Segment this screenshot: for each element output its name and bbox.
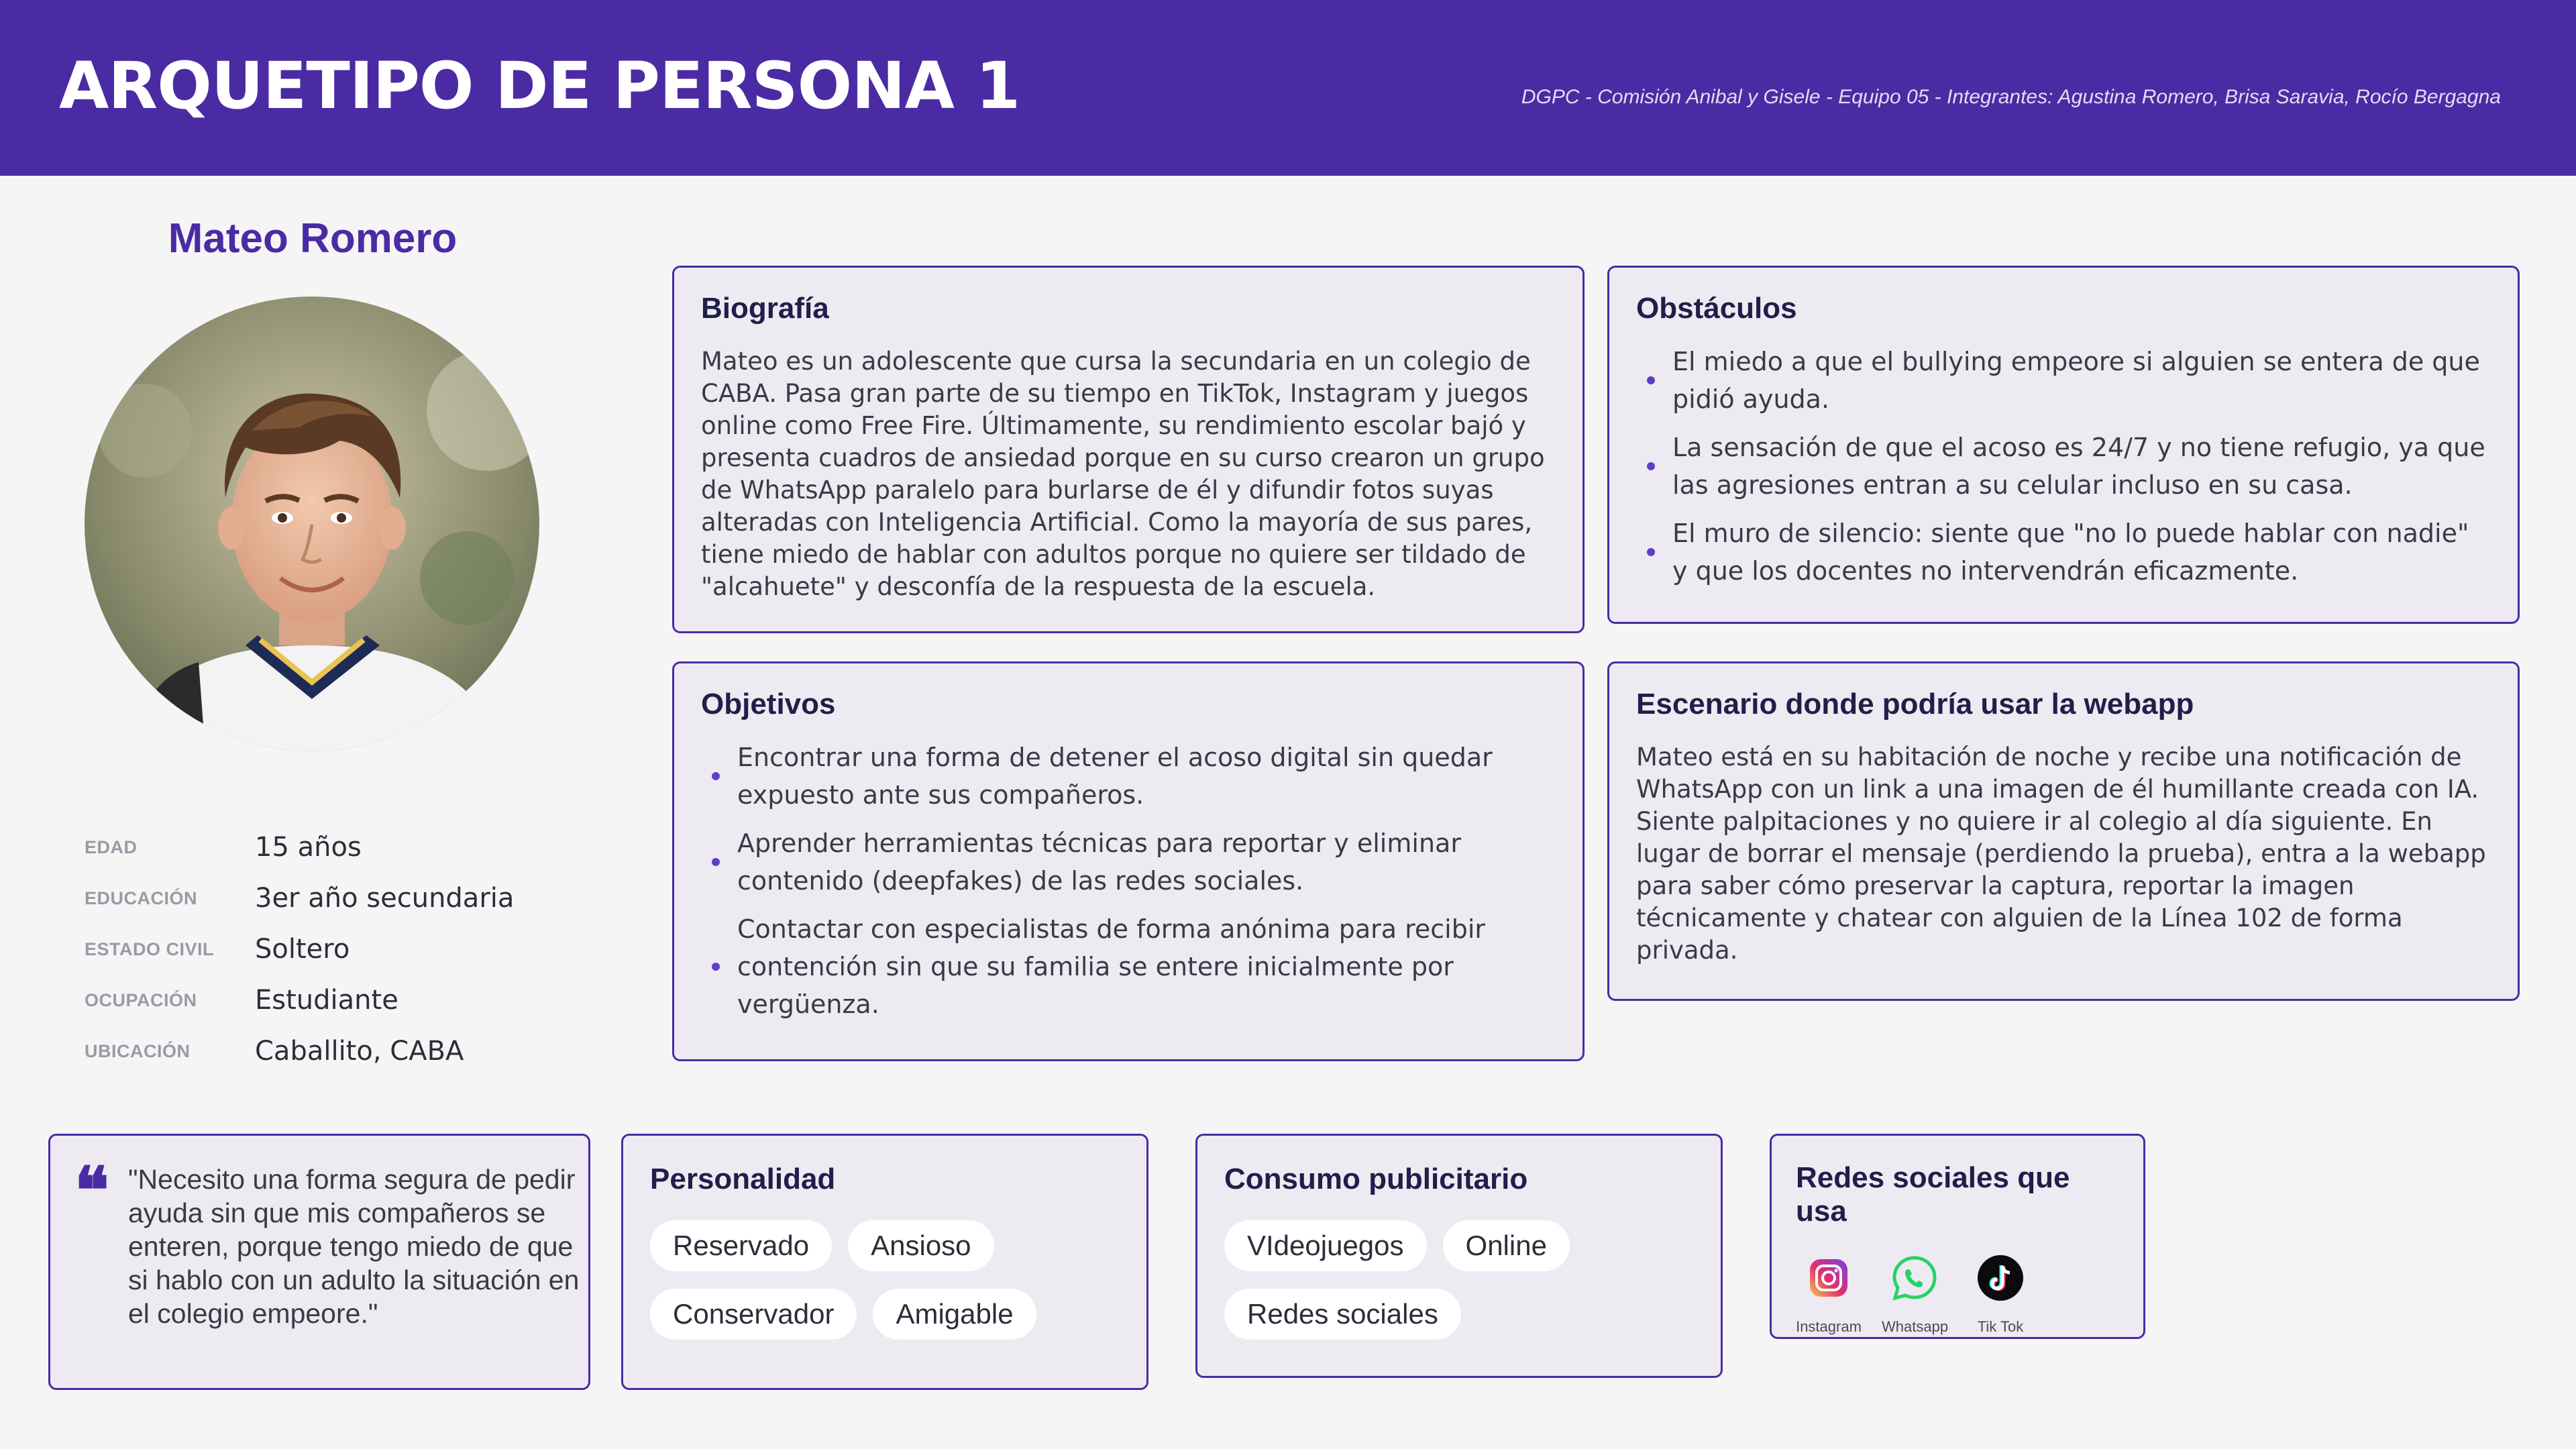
social-label: Tik Tok [1977,1318,2024,1335]
personalidad-card [621,1134,1148,1390]
tiktok-icon [1975,1252,2026,1303]
avatar [85,297,539,751]
bullet-dot [712,772,720,780]
bullet-dot [712,858,720,866]
social-tiktok [1968,1252,2033,1336]
chip-redes-sociales: Redes sociales [1224,1289,1461,1340]
list-item-text: Contactar con especialistas de forma anónima para recibir contención sin que su familia se entere inicialmente por vergüenza. [737,914,1486,1019]
objetivos-list [701,739,1556,1023]
info-value: Caballito, CABA [255,1036,464,1067]
persona-info-table [85,822,621,1077]
consumo-title: Consumo publicitario [1224,1163,1528,1195]
social-list [1796,1252,2119,1336]
redes-title: Redes sociales que usa [1796,1161,2070,1228]
obstaculos-card [1607,266,2520,624]
persona-name: Mateo Romero [168,215,458,262]
bullet-dot [1647,376,1655,384]
info-row-ubicacion [85,1026,621,1077]
quote-text: "Necesito una forma segura de pedir ayuda sin que mis compañeros se enteren, porque tengo miedo de que si hablo con un adulto la situación en el colegio empeore." [128,1164,580,1329]
list-item [1636,343,2491,418]
personalidad-title: Personalidad [650,1163,836,1195]
info-row-edad [85,822,621,873]
consumo-chips [1224,1220,1600,1340]
instagram-icon [1803,1252,1854,1303]
list-item-text: El miedo a que el bullying empeore si alguien se entera de que pidió ayuda. [1672,347,2480,414]
consumo-card [1195,1134,1723,1378]
list-item-text: Aprender herramientas técnicas para reportar y eliminar contenido (deepfakes) de las redes sociales. [737,828,1461,896]
escenario-title: Escenario donde podría usar la webapp [1636,688,2194,720]
chip-ansioso: Ansioso [848,1220,994,1271]
escenario-card [1607,661,2520,1001]
info-row-estado-civil [85,924,621,975]
info-label: UBICACIÓN [85,1040,191,1061]
info-label: EDAD [85,837,138,857]
chip-videojuegos: VIdeojuegos [1224,1220,1427,1271]
objetivos-card [672,661,1585,1061]
biografia-text: Mateo es un adolescente que cursa la secundaria en un colegio de CABA. Pasa gran parte de su tiempo en TikTok, Instagram y juegos online como Free Fire. Últimamente, su rendimiento escolar bajó y presenta cuadros de ansiedad porque en su curso crearon un grupo de WhatsApp paralelo para burlarse de él y difundir fotos suyas alteradas con Inteligencia Artificial. Como la mayoría de sus pares, tiene miedo de hablar con adultos porque no quiere ser tildado de "alcahuete" y desconfía de la respuesta de la escuela. [701,347,1545,601]
obstaculos-title: Obstáculos [1636,292,1797,325]
chip-amigable: Amigable [873,1289,1036,1340]
list-item [701,910,1556,1023]
list-item [701,739,1556,814]
chip-conservador: Conservador [650,1289,857,1340]
social-instagram [1796,1252,1862,1336]
page-title: ARQUETIPO DE PERSONA 1 [59,48,1020,123]
obstaculos-list [1636,343,2491,590]
social-label: Whatsapp [1882,1318,1949,1335]
quote-icon: ❝ [74,1152,109,1228]
personalidad-chips [650,1220,1066,1340]
avatar-illustration [85,297,539,751]
info-value: Soltero [255,934,350,965]
social-label: Instagram [1796,1318,1862,1335]
redes-card [1770,1134,2145,1339]
info-label: OCUPACIÓN [85,989,197,1010]
biografia-card [672,266,1585,633]
list-item [1636,515,2491,590]
quote-card [48,1134,590,1390]
biografia-title: Biografía [701,292,829,325]
info-value: 3er año secundaria [255,883,515,914]
objetivos-title: Objetivos [701,688,836,720]
bullet-dot [1647,462,1655,470]
header-credits: DGPC - Comisión Anibal y Gisele - Equipo 05 - Integrantes: Agustina Romero, Brisa Saravia, Rocío Bergagna [1521,86,2501,108]
social-whatsapp [1882,1252,1947,1336]
escenario-text: Mateo está en su habitación de noche y recibe una notificación de WhatsApp con un link a una imagen de él humillante creada con IA. Siente palpitaciones y no quiere ir al colegio al día siguiente. En lugar de borrar el mensaje (perdiendo la prueba), entra a la webapp para saber cómo preservar la captura, reportar la imagen técnicamente y chatear con alguien de la Línea 102 de forma privada. [1636,743,2486,965]
bullet-dot [712,963,720,971]
list-item-text: Encontrar una forma de detener el acoso digital sin quedar expuesto ante sus compañeros. [737,743,1493,810]
chip-online: Online [1443,1220,1570,1271]
list-item [1636,429,2491,504]
bullet-dot [1647,548,1655,556]
info-value: Estudiante [255,985,398,1016]
info-row-ocupacion [85,975,621,1026]
list-item-text: La sensación de que el acoso es 24/7 y no tiene refugio, ya que las agresiones entran a su celular incluso en su casa. [1672,433,2485,500]
header-banner [0,0,2576,176]
info-label: EDUCACIÓN [85,888,198,908]
info-row-educacion [85,873,621,924]
whatsapp-icon [1889,1252,1940,1303]
list-item [701,824,1556,900]
list-item-text: El muro de silencio: siente que "no lo puede hablar con nadie" y que los docentes no intervendrán eficazmente. [1672,519,2469,586]
info-label: ESTADO CIVIL [85,938,215,959]
info-value: 15 años [255,832,362,863]
chip-reservado: Reservado [650,1220,832,1271]
